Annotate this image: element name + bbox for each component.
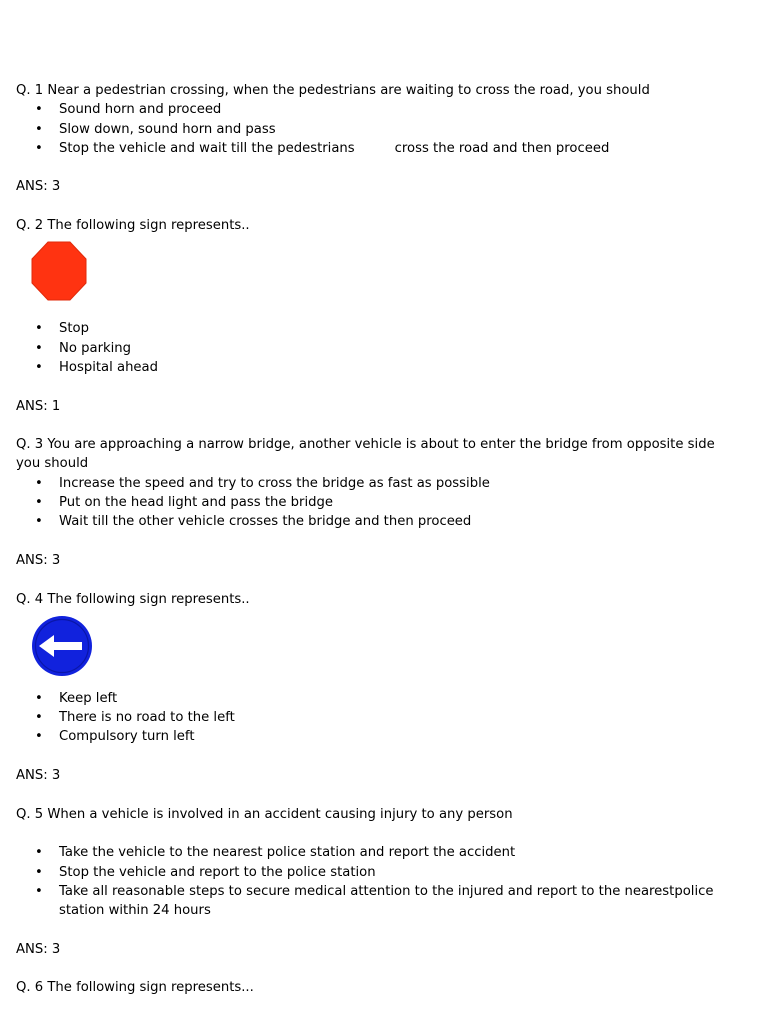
question-4-option-3: • Compulsory turn left: [16, 727, 728, 746]
answer-1: ANS: 3: [16, 179, 61, 195]
question-3-option-1: • Increase the speed and try to cross the bridge as fast as possible: [16, 474, 728, 493]
question-1-option-3-part-2: cross the road and then proceed: [394, 140, 610, 156]
document-body: [16, 81, 728, 998]
question-2-option-3: • Hospital ahead: [16, 358, 728, 377]
question-5-option-3: • Take all reasonable steps to secure medical attention to the injured and report to the nearestpolice station within 24 hours: [16, 882, 728, 921]
answer-4: ANS: 3: [16, 768, 61, 784]
question-3: Q. 3 You are approaching a narrow bridge, another vehicle is about to enter the bridge from opposite side you should: [16, 437, 715, 472]
question-2-options: [16, 319, 728, 377]
question-1-option-3: [16, 139, 728, 158]
answer-5: ANS: 3: [16, 941, 61, 957]
question-6: Q. 6 The following sign represents...: [16, 980, 254, 996]
question-2-option-1: • Stop: [16, 319, 728, 338]
question-1-option-1: • Sound horn and proceed: [16, 100, 728, 119]
spacer: [16, 824, 728, 843]
question-5-option-2: • Stop the vehicle and report to the police station: [16, 863, 728, 882]
question-3-option-3: • Wait till the other vehicle crosses the bridge and then proceed: [16, 512, 728, 531]
question-1-option-3-part-1: Stop the vehicle and wait till the pedestrians: [59, 140, 355, 156]
stop-octagon-sign-icon: [31, 241, 728, 317]
question-3-options: [16, 474, 728, 532]
compulsory-turn-left-sign-icon: [31, 615, 728, 687]
question-1-options: [16, 100, 728, 158]
question-4-option-2: • There is no road to the left: [16, 708, 728, 727]
answer-3: ANS: 3: [16, 552, 61, 568]
question-4-options: [16, 689, 728, 747]
question-4: Q. 4 The following sign represents..: [16, 591, 250, 607]
question-4-option-1: • Keep left: [16, 689, 728, 708]
question-1-option-2: • Slow down, sound horn and pass: [16, 120, 728, 139]
answer-2: ANS: 1: [16, 398, 61, 414]
question-5-option-1: • Take the vehicle to the nearest police station and report the accident: [16, 843, 728, 862]
question-2: Q. 2 The following sign represents..: [16, 218, 250, 234]
question-2-option-2: • No parking: [16, 339, 728, 358]
question-5: Q. 5 When a vehicle is involved in an accident causing injury to any person: [16, 806, 513, 822]
question-1: Q. 1 Near a pedestrian crossing, when the pedestrians are waiting to cross the road, you should: [16, 83, 650, 98]
question-3-option-2: • Put on the head light and pass the bridge: [16, 493, 728, 512]
question-5-options: [16, 843, 728, 920]
